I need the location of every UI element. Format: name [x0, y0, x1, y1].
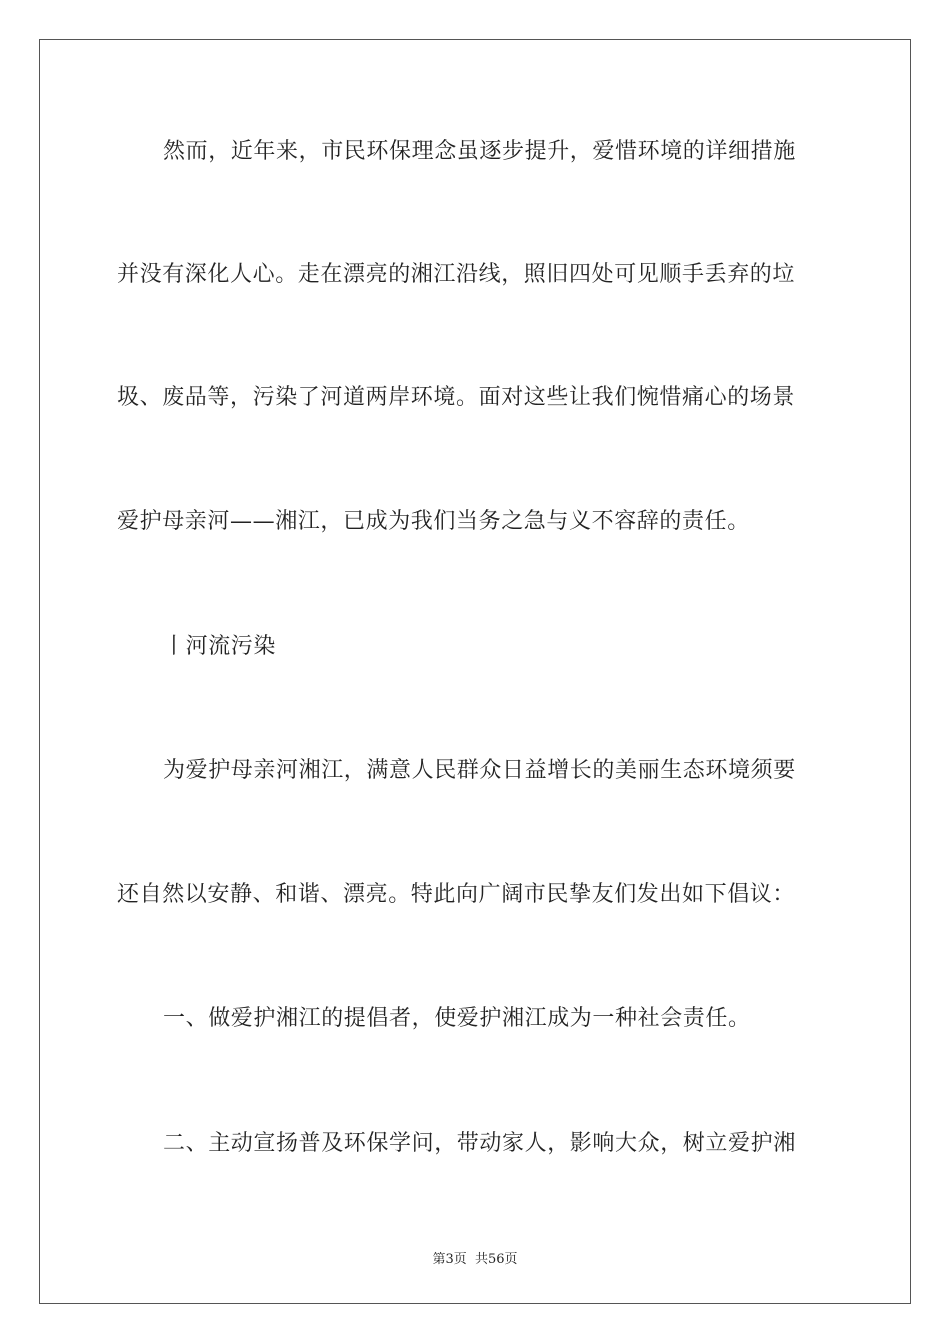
total-pages: 共56页	[474, 1252, 518, 1267]
paragraph-line-1: 然而，近年来，市民环保理念虽逐步提升，爱惜环境的详细措施	[163, 139, 796, 164]
paragraph-line-7: 一、做爱护湘江的提倡者，使爱护湘江成为一种社会责任。	[163, 1006, 751, 1031]
paragraph-line-3: 圾、废品等，污染了河道两岸环境。面对这些让我们惋惜痛心的场景	[117, 385, 796, 410]
paragraph-line-8: 二、主动宣扬普及环保学问，带动家人，影响大众，树立爱护湘	[163, 1131, 796, 1156]
page-number: 第3页	[432, 1252, 467, 1267]
page-border	[39, 39, 911, 1304]
paragraph-line-4: 爱护母亲河——湘江，已成为我们当务之急与义不容辞的责任。	[117, 509, 750, 534]
paragraph-line-6: 还自然以安静、和谐、漂亮。特此向广阔市民挚友们发出如下倡议：	[117, 882, 796, 907]
paragraph-line-5: 为爱护母亲河湘江，满意人民群众日益增长的美丽生态环境须要	[163, 758, 796, 783]
section-heading: 丨河流污染	[163, 634, 277, 659]
page-footer	[0, 1248, 950, 1267]
paragraph-line-2: 并没有深化人心。走在漂亮的湘江沿线，照旧四处可见顺手丢弃的垃	[117, 262, 796, 287]
